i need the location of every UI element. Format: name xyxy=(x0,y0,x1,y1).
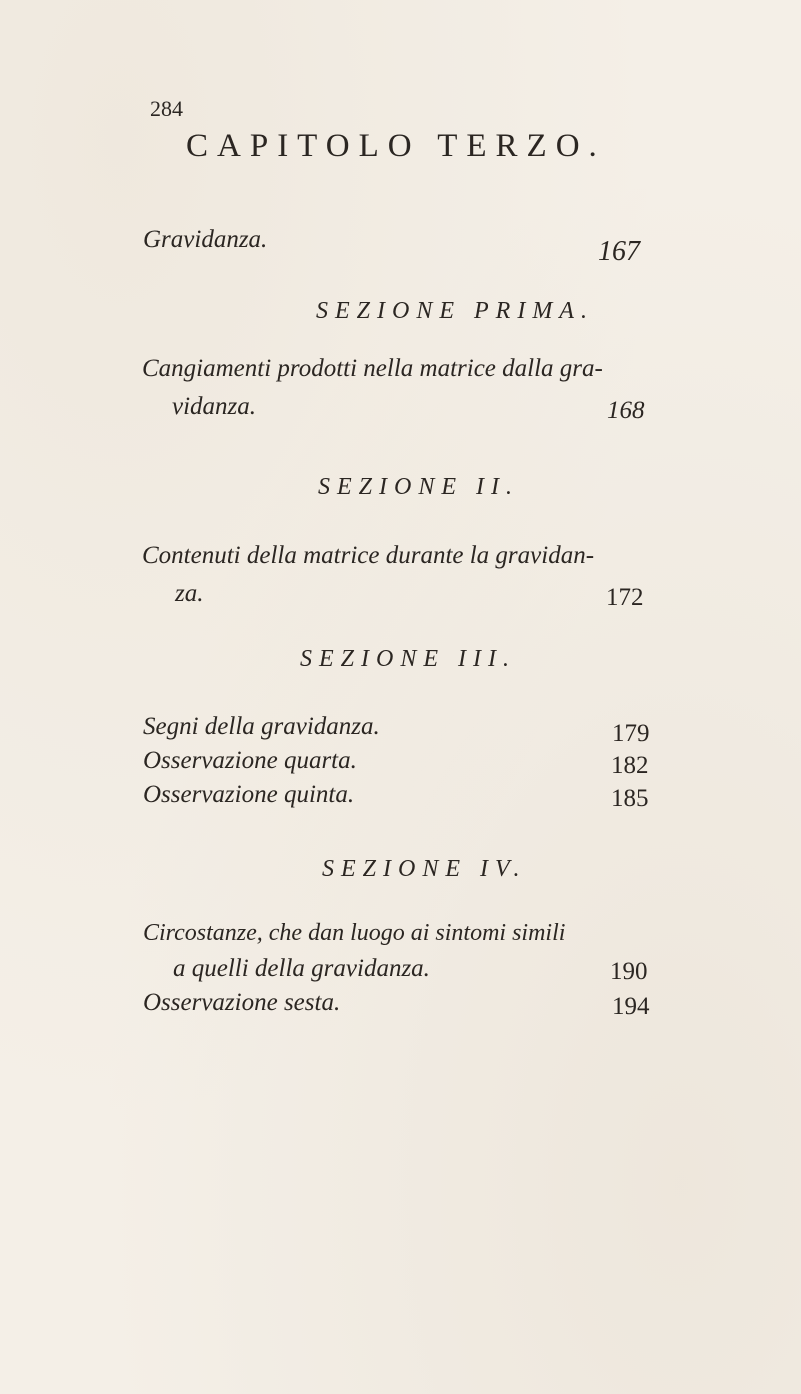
toc-entry-title: Cangiamenti prodotti nella matrice dalla gra- xyxy=(142,355,603,382)
toc-entry-title: Circostanze, che dan luogo ai sintomi simili xyxy=(143,920,566,946)
chapter-title: CAPITOLO TERZO. xyxy=(186,128,606,164)
toc-entry-page: 182 xyxy=(611,752,649,779)
toc-entry-page: 168 xyxy=(607,397,645,424)
toc-entry-page: 194 xyxy=(612,993,650,1020)
toc-entry-title: Osservazione sesta. xyxy=(143,989,341,1016)
toc-entry-page: 172 xyxy=(606,584,644,611)
page-number: 284 xyxy=(150,96,183,121)
toc-entry-page: 167 xyxy=(598,236,640,267)
section-heading: SEZIONE II. xyxy=(318,474,519,500)
section-heading: SEZIONE PRIMA. xyxy=(316,298,594,324)
toc-entry-title: Osservazione quinta. xyxy=(143,781,355,808)
section-heading: SEZIONE IV. xyxy=(322,856,527,882)
toc-entry-title: Osservazione quarta. xyxy=(143,747,357,774)
toc-entry-title-cont: a quelli della gravidanza. xyxy=(173,955,430,982)
toc-entry-title-cont: za. xyxy=(175,580,204,607)
section-heading: SEZIONE III. xyxy=(300,646,516,672)
toc-entry-page: 190 xyxy=(610,958,648,985)
toc-entry-page: 185 xyxy=(611,785,649,812)
toc-entry-page: 179 xyxy=(612,720,650,747)
toc-entry-title: Gravidanza. xyxy=(143,226,268,253)
toc-entry-title: Contenuti della matrice durante la gravidan- xyxy=(142,542,595,569)
toc-entry-title-cont: vidanza. xyxy=(172,393,257,420)
toc-entry-title: Segni della gravidanza. xyxy=(143,713,380,740)
